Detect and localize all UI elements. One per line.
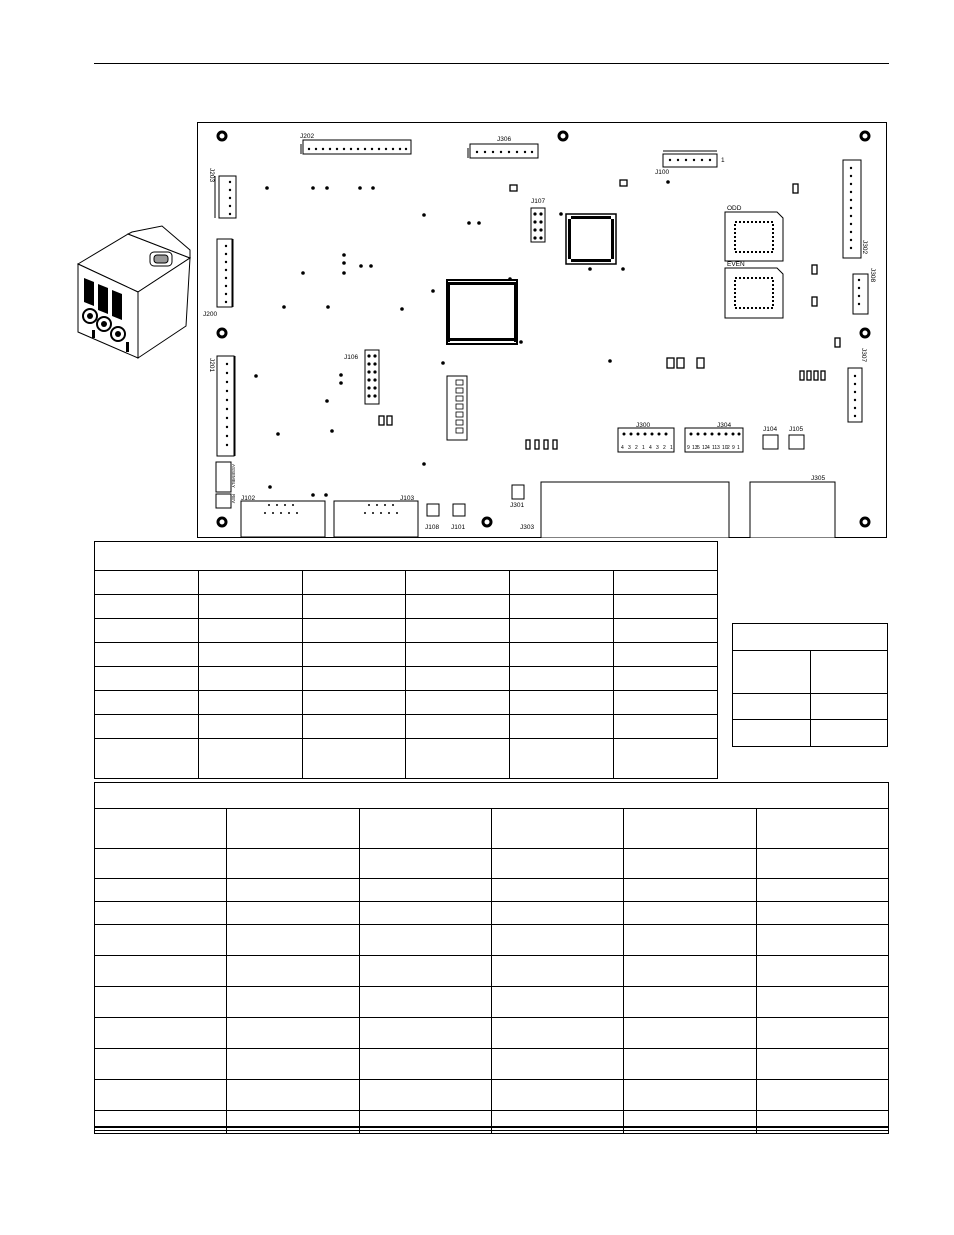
table-cell	[406, 739, 510, 779]
connector-j108	[427, 504, 439, 516]
rev-box	[216, 494, 231, 508]
table-cell	[302, 667, 406, 691]
table-cell	[359, 956, 491, 987]
table-cell	[95, 925, 227, 956]
table-cell	[756, 879, 888, 902]
table-cell	[510, 570, 614, 594]
label-j202: J202	[300, 133, 315, 140]
table-cell	[614, 739, 718, 779]
table-cell	[227, 1018, 359, 1049]
table-cell	[198, 715, 302, 739]
pin-number: 11	[712, 445, 718, 451]
label-even: EVEN	[727, 261, 745, 268]
table-title-cell	[733, 624, 888, 651]
table-cell	[227, 879, 359, 902]
label-j306: J306	[497, 136, 512, 143]
table-cell	[359, 849, 491, 879]
table-cell	[227, 1049, 359, 1080]
pin-number: 2	[663, 445, 666, 451]
pin-number: 1	[670, 445, 673, 451]
label-pin-one: 1	[721, 157, 725, 164]
table-cell	[95, 715, 199, 739]
label-j103: J103	[400, 495, 415, 502]
table-cell	[302, 570, 406, 594]
table-cell	[406, 642, 510, 666]
table-cell	[406, 570, 510, 594]
table-cell	[491, 1049, 623, 1080]
connector-j303	[541, 482, 729, 538]
label-j102: J102	[241, 495, 256, 502]
table-row	[733, 694, 888, 720]
table-cell	[95, 1018, 227, 1049]
connector-j103	[334, 501, 418, 537]
table-cell	[756, 809, 888, 849]
label-j308: J308	[869, 268, 876, 283]
table-row	[95, 691, 718, 715]
table-cell	[95, 1049, 227, 1080]
table-cell	[406, 667, 510, 691]
connector-j308	[853, 274, 868, 314]
label-rev: REV	[231, 494, 236, 504]
plcc-chip	[566, 214, 616, 264]
label-j100: J100	[655, 169, 670, 176]
pin-number: 2	[727, 445, 730, 451]
table-cell	[359, 1018, 491, 1049]
label-j107: J107	[531, 198, 546, 205]
table-cell	[198, 618, 302, 642]
table-cell	[756, 849, 888, 879]
table-cell	[491, 902, 623, 925]
label-j101: J101	[451, 524, 466, 531]
table-cell	[359, 879, 491, 902]
label-j203: J203	[208, 168, 215, 183]
table-cell	[302, 618, 406, 642]
table-row	[95, 987, 889, 1018]
connector-j106	[365, 350, 379, 404]
connector-j202	[301, 140, 411, 154]
table-row	[95, 783, 889, 809]
table-cell	[95, 667, 199, 691]
pin-number: 2	[635, 445, 638, 451]
table-cell	[302, 642, 406, 666]
label-j304: J304	[717, 422, 732, 429]
table-cell	[198, 642, 302, 666]
table-cell	[359, 1080, 491, 1111]
table-row	[95, 879, 889, 902]
table-cell	[95, 956, 227, 987]
table-cell	[614, 570, 718, 594]
connector-j302	[843, 160, 861, 258]
table-row	[95, 570, 718, 594]
power-supply-unit-illustration	[72, 222, 198, 362]
table-cell	[624, 925, 756, 956]
table-cell	[756, 1018, 888, 1049]
table-cell	[756, 1049, 888, 1080]
table-cell	[733, 694, 811, 720]
table-cell	[510, 642, 614, 666]
table-cell	[624, 849, 756, 879]
table-cell	[733, 651, 811, 694]
table-cell	[95, 570, 199, 594]
main-processor-chip	[447, 280, 517, 344]
table-cell	[810, 694, 888, 720]
table-cell	[756, 987, 888, 1018]
table-cell	[614, 594, 718, 618]
label-j307: J307	[860, 348, 867, 363]
table-cell	[624, 902, 756, 925]
table-cell	[510, 739, 614, 779]
table-row	[95, 667, 718, 691]
table-cell	[227, 809, 359, 849]
table-cell	[510, 667, 614, 691]
table-cell	[733, 720, 811, 747]
pin-number: 4	[707, 445, 710, 451]
table-cell	[227, 925, 359, 956]
pin-number: 9	[687, 445, 690, 451]
table-row	[95, 1049, 889, 1080]
table-row	[733, 624, 888, 651]
connector-j107	[531, 208, 545, 242]
table-c	[94, 782, 889, 1134]
table-row	[733, 651, 888, 694]
table-cell	[614, 691, 718, 715]
footer-rule-thin	[94, 1130, 889, 1131]
table-cell	[491, 925, 623, 956]
table-cell	[95, 902, 227, 925]
table-cell	[491, 849, 623, 879]
table-cell	[624, 1018, 756, 1049]
label-j302: J302	[861, 240, 868, 255]
label-j108: J108	[425, 524, 440, 531]
table-cell	[95, 849, 227, 879]
table-row	[95, 594, 718, 618]
table-cell	[810, 651, 888, 694]
table-cell	[359, 1049, 491, 1080]
table-cell	[359, 987, 491, 1018]
table-row	[95, 809, 889, 849]
table-cell	[624, 956, 756, 987]
table-row	[95, 715, 718, 739]
odd-socket	[725, 212, 783, 261]
header-rule	[94, 63, 889, 64]
table-cell	[491, 879, 623, 902]
table-cell	[302, 715, 406, 739]
table-cell	[95, 642, 199, 666]
table-cell	[756, 902, 888, 925]
label-j106: J106	[344, 354, 359, 361]
table-cell	[510, 691, 614, 715]
connector-j200	[217, 239, 233, 307]
table-cell	[624, 1080, 756, 1111]
connector-j306	[468, 144, 538, 158]
table-row	[95, 956, 889, 987]
table-cell	[756, 1080, 888, 1111]
board-outline	[198, 123, 887, 538]
label-j303: J303	[520, 524, 535, 531]
pin-number: 13	[692, 445, 698, 451]
table-cell	[359, 902, 491, 925]
table-row	[95, 542, 718, 571]
table-cell	[491, 987, 623, 1018]
table-cell	[359, 925, 491, 956]
label-j305: J305	[811, 475, 826, 482]
table-cell	[810, 720, 888, 747]
table-row	[95, 1080, 889, 1111]
table-cell	[614, 667, 718, 691]
table-title-cell	[95, 542, 718, 571]
label-j200: J200	[203, 311, 218, 318]
table-cell	[614, 618, 718, 642]
table-cell	[491, 1018, 623, 1049]
table-cell	[491, 809, 623, 849]
table-cell	[227, 1080, 359, 1111]
table-cell	[95, 691, 199, 715]
table-cell	[95, 618, 199, 642]
pin-number: 9	[732, 445, 735, 451]
table-row	[95, 925, 889, 956]
pin-number: 5	[697, 445, 700, 451]
table-cell	[624, 1049, 756, 1080]
table-cell	[198, 570, 302, 594]
connector-j101	[453, 504, 465, 516]
table-row	[95, 1018, 889, 1049]
table-cell	[227, 956, 359, 987]
pin-number: 4	[621, 445, 624, 451]
table-cell	[95, 594, 199, 618]
table-row	[95, 618, 718, 642]
label-assembly: ASSEMBLY	[231, 464, 236, 488]
table-row	[95, 902, 889, 925]
table-cell	[510, 715, 614, 739]
label-j201: J201	[208, 358, 215, 373]
table-b	[732, 623, 888, 747]
label-j301: J301	[510, 502, 525, 509]
connector-j105	[789, 435, 804, 449]
table-cell	[406, 594, 510, 618]
table-cell	[198, 691, 302, 715]
label-odd: ODD	[727, 205, 742, 212]
label-j104: J104	[763, 426, 778, 433]
connector-j201	[217, 356, 235, 456]
even-socket	[725, 268, 783, 318]
table-cell	[95, 739, 199, 779]
table-cell	[227, 849, 359, 879]
connector-j301	[512, 485, 524, 499]
table-a	[94, 541, 718, 779]
table-cell	[198, 739, 302, 779]
assembly-box	[216, 462, 231, 492]
table-row	[733, 720, 888, 747]
table-cell	[227, 902, 359, 925]
table-cell	[406, 691, 510, 715]
label-j300: J300	[636, 422, 651, 429]
table-cell	[614, 642, 718, 666]
table-cell	[198, 667, 302, 691]
table-cell	[406, 618, 510, 642]
table-title-cell	[95, 783, 889, 809]
pin-number: 3	[628, 445, 631, 451]
footer-rule	[94, 1126, 889, 1128]
connector-j305	[750, 482, 835, 538]
pin-number: 1	[737, 445, 740, 451]
table-cell	[95, 1080, 227, 1111]
table-cell	[302, 594, 406, 618]
table-row	[95, 642, 718, 666]
pin-number: 1	[642, 445, 645, 451]
pin-number: 10	[722, 445, 728, 451]
pin-number: 3	[656, 445, 659, 451]
pin-number: 12	[702, 445, 708, 451]
table-cell	[359, 809, 491, 849]
table-cell	[756, 956, 888, 987]
table-cell	[491, 956, 623, 987]
table-cell	[491, 1080, 623, 1111]
table-cell	[95, 879, 227, 902]
table-cell	[95, 809, 227, 849]
table-cell	[302, 691, 406, 715]
table-cell	[510, 594, 614, 618]
table-cell	[510, 618, 614, 642]
pin-number: 3	[717, 445, 720, 451]
table-cell	[624, 987, 756, 1018]
table-cell	[302, 739, 406, 779]
table-cell	[95, 987, 227, 1018]
table-cell	[227, 987, 359, 1018]
table-cell	[624, 809, 756, 849]
j304-pin-numbers	[687, 445, 740, 451]
pin-number: 4	[649, 445, 652, 451]
table-cell	[624, 879, 756, 902]
table-cell	[756, 925, 888, 956]
table-cell	[406, 715, 510, 739]
table-cell	[198, 594, 302, 618]
table-row	[95, 739, 718, 779]
table-cell	[614, 715, 718, 739]
control-board-layout	[197, 122, 887, 538]
connector-j102	[241, 501, 325, 537]
connector-j104	[763, 435, 778, 449]
label-j105: J105	[789, 426, 804, 433]
table-row	[95, 849, 889, 879]
